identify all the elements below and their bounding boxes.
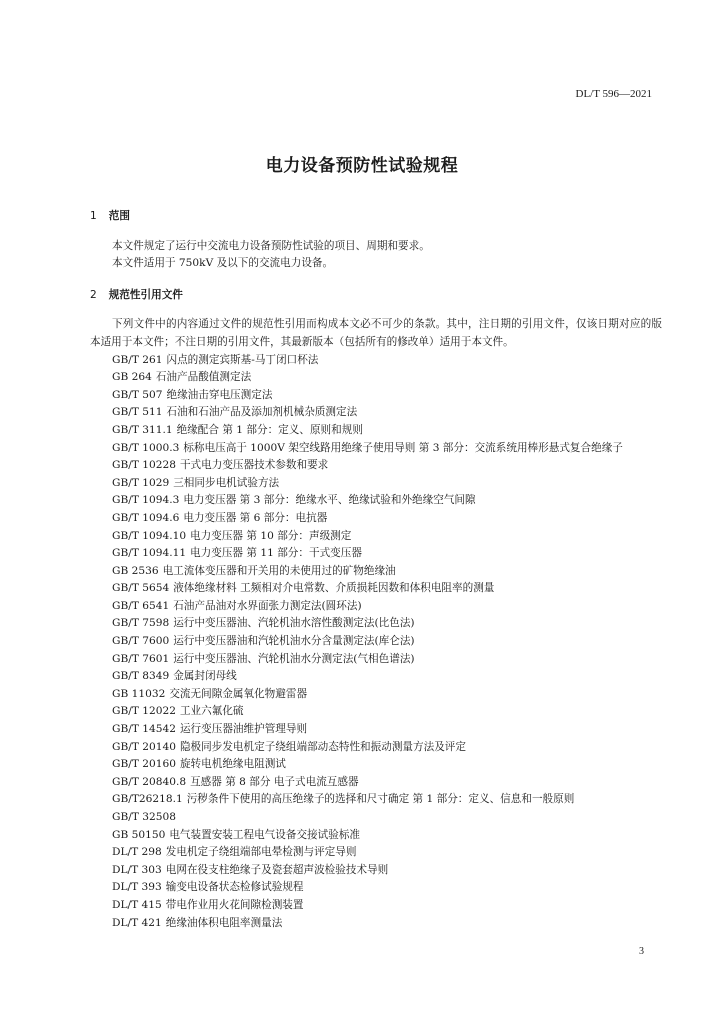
reference-code: GB/T 1000.3: [112, 441, 180, 454]
reference-item: [90, 510, 662, 528]
reference-item: [90, 756, 662, 774]
reference-item: [90, 615, 662, 633]
reference-code: GB/T 507: [112, 388, 163, 401]
reference-title: 工业六氟化硫: [179, 705, 244, 718]
reference-title: 三相同步电机试验方法: [173, 476, 280, 489]
reference-item: [90, 791, 662, 809]
reference-code: GB/T 5654: [112, 582, 170, 595]
reference-title: 干式电力变压器技术参数和要求: [179, 459, 329, 472]
reference-code: GB 11032: [112, 687, 166, 700]
reference-code: GB/T 261: [112, 353, 163, 366]
reference-item: [90, 352, 662, 370]
reference-item: [90, 827, 662, 845]
reference-code: GB/T 311.1: [112, 423, 173, 436]
reference-title: 交流无间隙金属氧化物避雷器: [169, 687, 308, 700]
reference-title: 运行中变压器油、汽轮机油水溶性酸测定法(比色法): [173, 617, 415, 630]
reference-item: [90, 492, 662, 510]
section-number: 1: [90, 210, 97, 222]
reference-title: 金属封闭母线: [173, 670, 237, 683]
reference-code: GB 50150: [112, 828, 166, 841]
reference-item: [90, 915, 662, 933]
reference-item: [90, 739, 662, 757]
reference-item: [90, 862, 662, 880]
reference-item: [90, 580, 662, 598]
reference-item: [90, 404, 662, 422]
section-heading: [90, 287, 662, 305]
reference-code: GB/T 20140: [112, 740, 176, 753]
reference-item: [90, 668, 662, 686]
reference-code: DL/T 393: [112, 881, 162, 894]
reference-item: [90, 774, 662, 792]
reference-title: 带电作业用火花间隙检测装置: [165, 898, 304, 911]
reference-item: [90, 651, 662, 669]
reference-code: GB/T 7600: [112, 635, 170, 648]
reference-item: [90, 387, 662, 405]
reference-code: GB/T 10228: [112, 459, 176, 472]
reference-code: GB/T 7598: [112, 617, 170, 630]
reference-code: GB 264: [112, 371, 152, 384]
reference-title: 绝缘配合 第 1 部分：定义、原则和规则: [176, 423, 363, 436]
reference-item: [90, 809, 662, 827]
reference-code: GB/T 511: [112, 406, 163, 419]
reference-item: [90, 897, 662, 915]
section-title: 规范性引用文件: [108, 288, 183, 301]
reference-title: 运行中变压器油、汽轮机油水分测定法(气相色谱法): [173, 652, 415, 665]
reference-code: GB/T 32508: [112, 811, 176, 823]
reference-title: 绝缘油体积电阻率测量法: [165, 916, 283, 929]
reference-title: 绝缘油击穿电压测定法: [166, 388, 273, 401]
reference-code: GB/T 12022: [112, 705, 176, 718]
reference-code: DL/T 415: [112, 898, 162, 911]
reference-title: 标称电压高于 1000V 架空线路用绝缘子使用导则 第 3 部分：交流系统用棒形悬式复合绝缘子: [183, 441, 623, 454]
reference-code: GB/T 1094.10: [112, 529, 187, 542]
reference-code: GB/T 1094.3: [112, 494, 180, 507]
reference-item: [90, 879, 662, 897]
reference-item: [90, 703, 662, 721]
section-title: 范围: [108, 210, 130, 222]
reference-code: GB 2536: [112, 564, 159, 577]
reference-code: GB/T 20840.8: [112, 775, 187, 788]
reference-title: 液体绝缘材料 工频相对介电常数、介质损耗因数和体积电阻率的测量: [173, 582, 495, 595]
paragraph: 本文件规定了运行中交流电力设备预防性试验的项目、周期和要求。: [112, 239, 430, 252]
page-number: 3: [639, 946, 644, 957]
reference-code: GB/T 8349: [112, 670, 170, 683]
reference-title: 石油产品油对水界面张力测定法(圆环法): [173, 599, 362, 612]
reference-title: 电气装置安装工程电气设备交接试验标准: [169, 828, 361, 841]
reference-title: 电力变压器 第 3 部分：绝缘水平、绝缘试验和外绝缘空气间隙: [183, 494, 476, 507]
reference-title: 电力变压器 第 6 部分：电抗器: [183, 511, 328, 524]
reference-item: [90, 721, 662, 739]
standard-number: DL/T 596—2021: [575, 88, 652, 100]
reference-title: 运行变压器油维护管理导则: [179, 723, 308, 736]
reference-code: GB/T 14542: [112, 723, 176, 736]
reference-code: GB/T 7601: [112, 652, 170, 665]
reference-code: GB/T 1094.11: [112, 547, 187, 560]
reference-code: GB/T26218.1: [112, 793, 183, 806]
reference-title: 发电机定子绕组端部电晕检测与评定导则: [165, 846, 357, 859]
document-body: [90, 208, 662, 932]
reference-code: GB/T 6541: [112, 599, 170, 612]
reference-item: [90, 369, 662, 387]
reference-title: 闪点的测定宾斯基-马丁闭口杯法: [166, 353, 319, 366]
reference-item: [90, 686, 662, 704]
reference-item: [90, 545, 662, 563]
reference-code: DL/T 298: [112, 846, 162, 859]
reference-item: [90, 440, 662, 458]
reference-code: DL/T 421: [112, 916, 162, 929]
reference-item: [90, 563, 662, 581]
reference-item: [90, 598, 662, 616]
reference-title: 石油产品酸值测定法: [155, 371, 252, 384]
reference-title: 输变电设备状态检修试验规程: [165, 881, 304, 894]
reference-title: 旋转电机绝缘电阻测试: [179, 758, 286, 771]
reference-list: [90, 352, 662, 933]
reference-item: [90, 528, 662, 546]
reference-title: 互感器 第 8 部分 电子式电流互感器: [190, 775, 359, 788]
reference-item: [90, 844, 662, 862]
paragraph: 本文件适用于 750kV 及以下的交流电力设备。: [112, 257, 334, 270]
reference-item: [90, 457, 662, 475]
section-heading: [90, 208, 662, 226]
reference-item: [90, 475, 662, 493]
reference-title: 电网在役支柱绝缘子及瓷套超声波检验技术导则: [165, 863, 389, 876]
reference-code: GB/T 1094.6: [112, 511, 180, 524]
document-title: 电力设备预防性试验规程: [265, 156, 459, 176]
paragraph: 下列文件中的内容通过文件的规范性引用而构成本文必不可少的条款。其中，注日期的引用文件，仅该日期对应的版本适用于本文件；不注日期的引用文件，其最新版本（包括所有的修改单）适用于本文件。: [90, 318, 662, 348]
reference-code: GB/T 1029: [112, 476, 170, 489]
reference-title: 电力变压器 第 10 部分：声级测定: [190, 529, 352, 542]
reference-title: 电力变压器 第 11 部分：干式变压器: [190, 547, 362, 560]
reference-title: 运行中变压器油和汽轮机油水分含量测定法(库仑法): [173, 635, 415, 648]
reference-item: [90, 633, 662, 651]
section-number: 2: [90, 288, 97, 301]
reference-code: DL/T 303: [112, 863, 162, 876]
reference-item: [90, 422, 662, 440]
reference-title: 电工流体变压器和开关用的未使用过的矿物绝缘油: [162, 564, 396, 577]
reference-title: 隐极同步发电机定子绕组端部动态特性和振动测量方法及评定: [179, 740, 466, 753]
reference-code: GB/T 20160: [112, 758, 176, 771]
reference-title: 污秽条件下使用的高压绝缘子的选择和尺寸确定 第 1 部分：定义、信息和一般原则: [186, 793, 575, 806]
reference-title: 石油和石油产品及添加剂机械杂质测定法: [166, 406, 358, 419]
